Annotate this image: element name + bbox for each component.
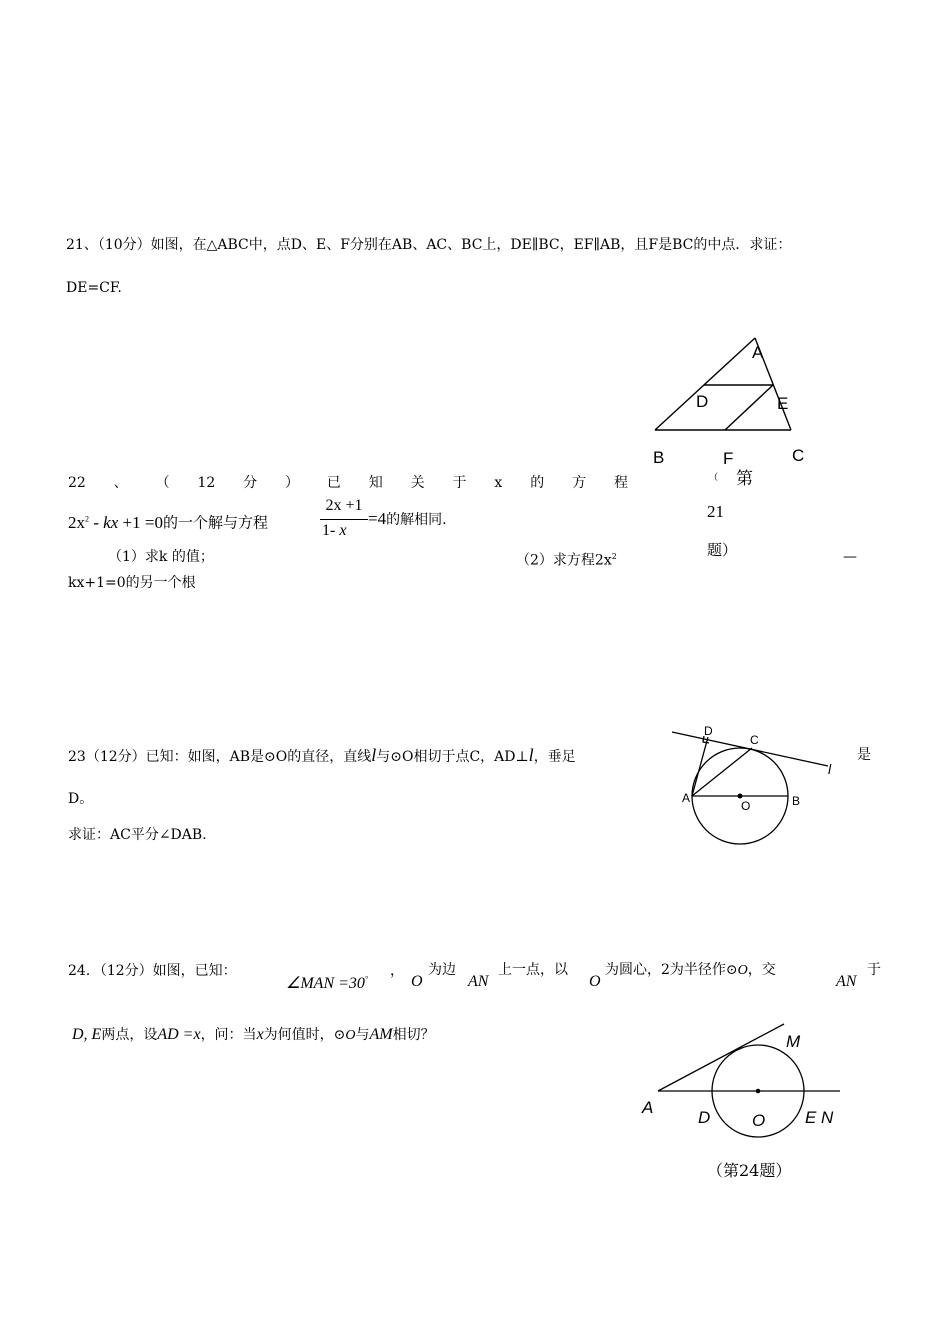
q24-t3: 为圆心，2为半径作⊙O，交 [605, 962, 776, 978]
q22-part2-cont: kx+1=0的另一个根 [68, 575, 196, 591]
q23-line3: 求证：AC平分∠DAB. [68, 827, 207, 843]
q24-o2: O [589, 973, 601, 990]
q22-token: 知 [368, 475, 383, 491]
q24-t2: 上一点，以 [498, 962, 568, 978]
label-n: N [821, 1108, 834, 1127]
q22-token: ） [285, 475, 300, 491]
label-b: B [792, 794, 801, 808]
q21-line2: DE=CF. [66, 280, 122, 296]
q22-token: 已 [326, 475, 341, 491]
q24-lead: 24．（12分）如图，已知： [68, 963, 237, 979]
label-e: E [805, 1108, 817, 1127]
q22-part2-dash: — [843, 549, 857, 565]
label-a: A [682, 791, 691, 805]
q21-caption-ti: 题） [707, 543, 738, 559]
q22-spread-line [68, 474, 628, 492]
label-d: D [704, 724, 713, 738]
q22-token: 22 [68, 475, 86, 491]
label-o: O [752, 1111, 766, 1130]
eq-plus: +1 =0 [118, 512, 163, 532]
q24-o1: O [411, 973, 423, 990]
eq-minus: - [89, 512, 104, 532]
eq-mid-text: 的一个解与方程 [162, 513, 268, 532]
eq-2x: 2x [68, 512, 85, 532]
q24-tangent-figure [640, 1020, 860, 1160]
q23-line1: 23（12分）已知：如图，AB是⊙O的直径，直线l与⊙O相切于点C，AD⊥l，垂足 [68, 745, 576, 765]
eq-kx: kx [103, 512, 119, 532]
q24-an2: AN [836, 973, 857, 990]
eq-rhs: =4 [368, 509, 387, 528]
q22-equation-right [368, 509, 447, 530]
q24-line2: D, E两点，设AD =x，问：当x为何值时，⊙O与AM相切？ [72, 1026, 435, 1043]
q24-an1: AN [468, 973, 489, 990]
q22-token: 于 [452, 475, 467, 491]
q22-part1: （1）求k 的值； [108, 549, 214, 565]
label-d: D [698, 1108, 711, 1127]
q22-token: 、 [113, 475, 128, 491]
q21-caption-di: 第 [736, 469, 753, 488]
q21-caption-open: （ [709, 473, 719, 483]
frac-bar [320, 519, 368, 520]
label-f: F [723, 449, 734, 468]
label-d: D [696, 392, 709, 411]
ray-am [658, 1024, 784, 1091]
label-o: O [741, 799, 751, 813]
label-m: M [786, 1032, 801, 1051]
label-c: C [792, 446, 805, 465]
q21-line1: 21、（10分）如图，在△ABC中，点D、E、F分别在AB、AC、BC上，DE∥BC，EF∥AB，且F是BC的中点．求证： [66, 237, 792, 253]
center-dot [756, 1089, 761, 1094]
chord-ac [692, 748, 752, 796]
frac-denominator: 1- x [322, 522, 347, 539]
q21-caption-num: 21 [707, 502, 724, 521]
label-l: l [828, 761, 832, 777]
q22-token: x [494, 475, 503, 491]
q23-circle-figure [670, 720, 850, 880]
q24-caption: （第24题） [707, 1161, 792, 1180]
frac-numerator: 2x +1 [325, 497, 363, 514]
label-a: A [752, 343, 764, 362]
eq-sup: 2 [85, 514, 89, 523]
q22-token: 分 [243, 475, 258, 491]
q24-angle: ∠MAN =30° [286, 974, 369, 992]
label-a: A [642, 1098, 654, 1117]
q22-token: 程 [613, 475, 628, 491]
q22-token: 12 [197, 475, 216, 491]
q22-token: 关 [410, 475, 425, 491]
q24-t5: 于 [867, 962, 881, 978]
q24-comma: ， [390, 963, 404, 979]
q23-line2: D。 [68, 791, 94, 807]
eq-tail: 的解相同. [386, 512, 447, 528]
q23-line1-tail: 是 [857, 747, 871, 763]
segment-ef [725, 385, 773, 430]
q22-token: 方 [572, 475, 587, 491]
q21-triangle-figure [645, 330, 825, 475]
q22-token: 的 [530, 475, 545, 491]
label-c: C [750, 733, 759, 747]
label-e: E [777, 394, 789, 413]
q22-equation-left [68, 509, 268, 533]
q22-part2: （2）求方程$2x^2$ [516, 552, 617, 569]
q22-token: （ [155, 475, 170, 491]
q24-t1: 为边 [428, 962, 456, 978]
center-dot [738, 794, 743, 799]
label-b: B [653, 448, 665, 467]
segment-ad [692, 737, 708, 796]
